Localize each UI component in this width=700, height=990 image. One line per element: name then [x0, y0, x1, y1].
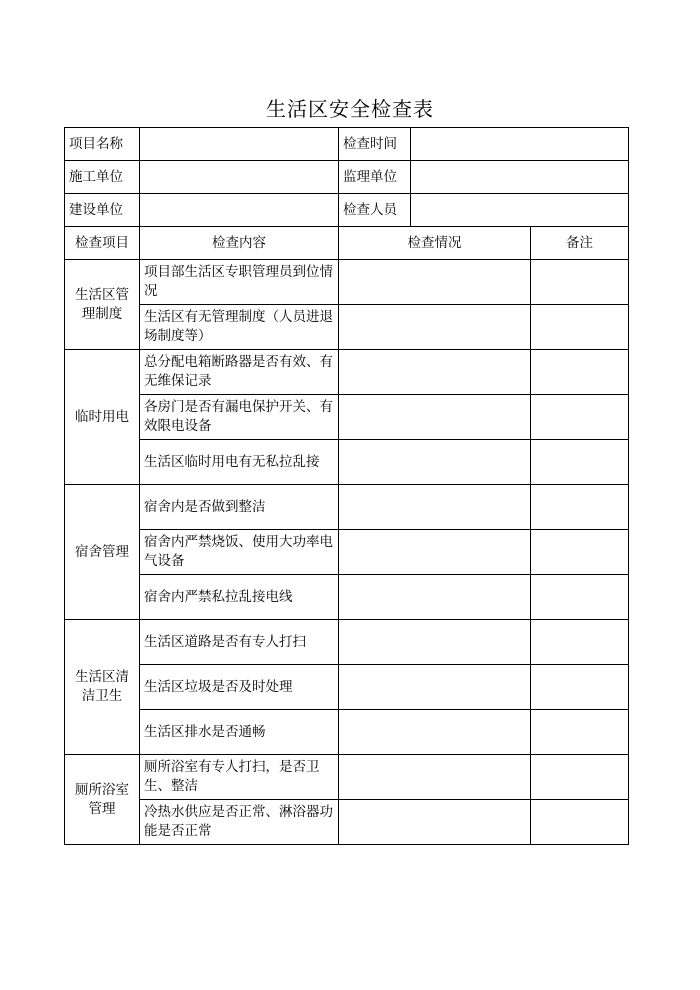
check-situation-cell[interactable] [339, 260, 531, 305]
remark-cell[interactable] [531, 440, 629, 485]
header-situation: 检查情况 [339, 227, 531, 260]
check-time-label: 检查时间 [339, 128, 411, 161]
table-row [65, 440, 629, 485]
check-situation-cell[interactable] [339, 800, 531, 845]
check-content-cell: 冷热水供应是否正常、淋浴器功能是否正常 [140, 800, 339, 845]
table-row [65, 575, 629, 620]
check-content-cell: 各房门是否有漏电保护开关、有效限电设备 [140, 395, 339, 440]
check-content-cell: 项目部生活区专职管理员到位情况 [140, 260, 339, 305]
table-row [65, 530, 629, 575]
check-situation-cell[interactable] [339, 350, 531, 395]
info-row-project [65, 128, 629, 161]
check-content-cell: 生活区临时用电有无私拉乱接 [140, 440, 339, 485]
inspection-form-table [64, 127, 629, 845]
table-row [65, 485, 629, 530]
remark-cell[interactable] [531, 395, 629, 440]
table-row [65, 260, 629, 305]
remark-cell[interactable] [531, 710, 629, 755]
construction-unit-label: 施工单位 [65, 161, 140, 194]
table-row [65, 620, 629, 665]
group-label: 生活区管理制度 [65, 260, 140, 350]
remark-cell[interactable] [531, 800, 629, 845]
page-title: 生活区安全检查表 [266, 97, 434, 121]
check-situation-cell[interactable] [339, 665, 531, 710]
check-content-cell: 总分配电箱断路器是否有效、有无维保记录 [140, 350, 339, 395]
table-row [65, 395, 629, 440]
group-label: 生活区清洁卫生 [65, 620, 140, 755]
check-situation-cell[interactable] [339, 710, 531, 755]
group-label: 临时用电 [65, 350, 140, 485]
check-content-cell: 宿舍内严禁私拉乱接电线 [140, 575, 339, 620]
inspector-field[interactable] [411, 194, 629, 227]
builder-unit-field[interactable] [140, 194, 339, 227]
info-row-builder [65, 194, 629, 227]
remark-cell[interactable] [531, 485, 629, 530]
check-content-cell: 宿舍内严禁烧饭、使用大功率电气设备 [140, 530, 339, 575]
check-situation-cell[interactable] [339, 620, 531, 665]
remark-cell[interactable] [531, 305, 629, 350]
header-remark: 备注 [531, 227, 629, 260]
check-situation-cell[interactable] [339, 395, 531, 440]
table-row [65, 710, 629, 755]
remark-cell[interactable] [531, 620, 629, 665]
supervision-unit-label: 监理单位 [339, 161, 411, 194]
check-content-cell: 生活区道路是否有专人打扫 [140, 620, 339, 665]
check-situation-cell[interactable] [339, 440, 531, 485]
check-content-cell: 生活区有无管理制度（人员进退场制度等） [140, 305, 339, 350]
table-row [65, 305, 629, 350]
project-name-label: 项目名称 [65, 128, 140, 161]
remark-cell[interactable] [531, 575, 629, 620]
check-time-field[interactable] [411, 128, 629, 161]
header-content: 检查内容 [140, 227, 339, 260]
column-header-row [65, 227, 629, 260]
builder-unit-label: 建设单位 [65, 194, 140, 227]
inspector-label: 检查人员 [339, 194, 411, 227]
table-row [65, 800, 629, 845]
check-content-cell: 生活区排水是否通畅 [140, 710, 339, 755]
remark-cell[interactable] [531, 260, 629, 305]
remark-cell[interactable] [531, 755, 629, 800]
check-content-cell: 宿舍内是否做到整洁 [140, 485, 339, 530]
check-situation-cell[interactable] [339, 755, 531, 800]
check-situation-cell[interactable] [339, 305, 531, 350]
info-row-construction [65, 161, 629, 194]
check-situation-cell[interactable] [339, 575, 531, 620]
remark-cell[interactable] [531, 350, 629, 395]
table-row [65, 350, 629, 395]
remark-cell[interactable] [531, 530, 629, 575]
construction-unit-field[interactable] [140, 161, 339, 194]
group-label: 厕所浴室管理 [65, 755, 140, 845]
header-item: 检查项目 [65, 227, 140, 260]
table-row [65, 665, 629, 710]
check-content-cell: 生活区垃圾是否及时处理 [140, 665, 339, 710]
remark-cell[interactable] [531, 665, 629, 710]
group-label: 宿舍管理 [65, 485, 140, 620]
check-situation-cell[interactable] [339, 485, 531, 530]
supervision-unit-field[interactable] [411, 161, 629, 194]
project-name-field[interactable] [140, 128, 339, 161]
check-content-cell: 厕所浴室有专人打扫，是否卫生、整洁 [140, 755, 339, 800]
check-situation-cell[interactable] [339, 530, 531, 575]
table-row [65, 755, 629, 800]
